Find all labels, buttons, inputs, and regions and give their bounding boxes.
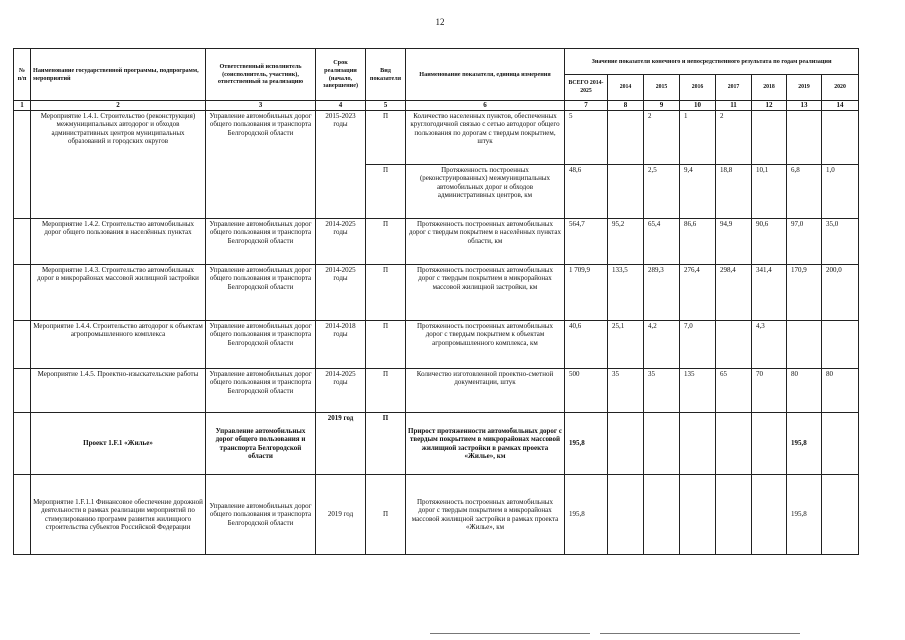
value-total: 48,6: [565, 165, 608, 219]
value-year: 6,8: [787, 165, 822, 219]
value-year: 65: [716, 369, 752, 413]
value-total: 500: [565, 369, 608, 413]
value-total: 195,8: [565, 413, 608, 475]
value-total: 195,8: [565, 475, 608, 555]
indicator-name: Количество изготовленной проектно-сметной документации, штук: [406, 369, 565, 413]
value-year: [787, 111, 822, 165]
value-year: [752, 111, 787, 165]
column-index: 2: [31, 101, 206, 111]
column-index: 4: [316, 101, 366, 111]
header-indicator-type: Вид показателя: [366, 49, 406, 101]
value-year: 65,4: [644, 219, 680, 265]
measure-name: Мероприятие 1.4.2. Строительство автомобильных дорог общего пользования в населённых пунктах: [31, 219, 206, 265]
footer-rule: [600, 633, 800, 634]
column-index: 3: [206, 101, 316, 111]
indicator-type: П: [366, 369, 406, 413]
header-year: 2014: [608, 75, 644, 101]
indicator-name: Протяженность построенных (реконструированных) межмуниципальных автомобильных дорог и обходов административных центров, км: [406, 165, 565, 219]
implementation-term: 2014-2025 годы: [316, 219, 366, 265]
row-number: [14, 475, 31, 555]
column-index: 6: [406, 101, 565, 111]
value-year: 1,0: [822, 165, 859, 219]
value-year: [608, 165, 644, 219]
header-year: 2019: [787, 75, 822, 101]
value-year: [608, 413, 644, 475]
row-number: [14, 369, 31, 413]
value-year: 95,2: [608, 219, 644, 265]
implementation-term: 2014-2018 годы: [316, 321, 366, 369]
value-year: 341,4: [752, 265, 787, 321]
value-year: [787, 321, 822, 369]
header-year: 2018: [752, 75, 787, 101]
table-row: [14, 413, 859, 475]
implementation-term: 2019 год: [316, 475, 366, 555]
value-year: 35,0: [822, 219, 859, 265]
header-year: 2020: [822, 75, 859, 101]
column-index: 14: [822, 101, 859, 111]
value-year: 94,9: [716, 219, 752, 265]
header-year: 2015: [644, 75, 680, 101]
value-total: 564,7: [565, 219, 608, 265]
header-indicator-name: Наименование показателя, единица измерения: [406, 49, 565, 101]
value-year: 4,2: [644, 321, 680, 369]
value-year: 195,8: [787, 413, 822, 475]
header-year: 2016: [680, 75, 716, 101]
table-row: [14, 111, 859, 165]
implementation-term: 2014-2025 годы: [316, 265, 366, 321]
value-year: 170,9: [787, 265, 822, 321]
implementation-term: 2015-2023 годы: [316, 111, 366, 219]
measure-name: Проект 1.F.1 «Жилье»: [31, 413, 206, 475]
table-row: [14, 475, 859, 555]
column-index: 13: [787, 101, 822, 111]
value-year: [608, 475, 644, 555]
measure-name: Мероприятие 1.4.3. Строительство автомобильных дорог в микрорайонах массовой жилищной застройки: [31, 265, 206, 321]
responsible-executor: Управление автомобильных дорог общего пользования и транспорта Белгородской области: [206, 413, 316, 475]
row-number: [14, 111, 31, 219]
value-year: [680, 413, 716, 475]
indicator-type: П: [366, 165, 406, 219]
responsible-executor: Управление автомобильных дорог общего пользования и транспорта Белгородской области: [206, 475, 316, 555]
value-year: [644, 413, 680, 475]
value-year: 80: [787, 369, 822, 413]
value-year: 86,6: [680, 219, 716, 265]
table-row: [14, 369, 859, 413]
column-index: 11: [716, 101, 752, 111]
row-number: [14, 219, 31, 265]
value-year: [716, 321, 752, 369]
value-year: 10,1: [752, 165, 787, 219]
value-year: [822, 321, 859, 369]
indicator-type: П: [366, 475, 406, 555]
indicator-type: П: [366, 321, 406, 369]
value-year: 195,8: [787, 475, 822, 555]
value-year: 97,0: [787, 219, 822, 265]
table-row: [14, 219, 859, 265]
header-year: ВСЕГО 2014-2025: [565, 75, 608, 101]
indicator-name: Количество населенных пунктов, обеспеченных круглогодичной связью с сетью автодорог общего пользования по дорогам с твердым покрытием, штук: [406, 111, 565, 165]
table-row: [14, 321, 859, 369]
value-year: 2: [716, 111, 752, 165]
value-year: [716, 475, 752, 555]
value-year: 25,1: [608, 321, 644, 369]
value-year: [680, 475, 716, 555]
value-year: 18,8: [716, 165, 752, 219]
column-index: 5: [366, 101, 406, 111]
indicator-type: П: [366, 265, 406, 321]
indicator-name: Протяженность построенных автомобильных дорог с твердым покрытием к объектам агропромышленного комплекса, км: [406, 321, 565, 369]
value-year: 9,4: [680, 165, 716, 219]
indicators-table: [13, 48, 859, 555]
indicator-name: Прирост протяженности автомобильных дорог с твердым покрытием в микрорайонах массовой жилищной застройки в рамках проекта «Жилье», км: [406, 413, 565, 475]
value-year: 80: [822, 369, 859, 413]
indicator-name: Протяженность построенных автомобильных дорог с твердым покрытием в населённых пунктах области, км: [406, 219, 565, 265]
header-term: Срок реализации (начало, завершение): [316, 49, 366, 101]
value-year: 90,6: [752, 219, 787, 265]
value-year: 2: [644, 111, 680, 165]
responsible-executor: Управление автомобильных дорог общего пользования и транспорта Белгородской области: [206, 369, 316, 413]
value-year: 2,5: [644, 165, 680, 219]
value-year: 289,3: [644, 265, 680, 321]
header-year: 2017: [716, 75, 752, 101]
column-index: 12: [752, 101, 787, 111]
value-year: 135: [680, 369, 716, 413]
value-total: 40,6: [565, 321, 608, 369]
responsible-executor: Управление автомобильных дорог общего пользования и транспорта Белгородской области: [206, 265, 316, 321]
column-index: 10: [680, 101, 716, 111]
column-index: 1: [14, 101, 31, 111]
responsible-executor: Управление автомобильных дорог общего пользования и транспорта Белгородской области: [206, 321, 316, 369]
value-year: [822, 413, 859, 475]
page-number: 12: [435, 17, 445, 27]
value-year: [608, 111, 644, 165]
indicator-type: П: [366, 219, 406, 265]
value-year: 298,4: [716, 265, 752, 321]
footer-rule: [430, 633, 590, 634]
implementation-term: 2014-2025 годы: [316, 369, 366, 413]
column-index: 9: [644, 101, 680, 111]
value-year: 70: [752, 369, 787, 413]
responsible-executor: Управление автомобильных дорог общего пользования и транспорта Белгородской области: [206, 111, 316, 219]
indicator-type: П: [366, 111, 406, 165]
header-num: № п/п: [14, 49, 31, 101]
value-total: 1 709,9: [565, 265, 608, 321]
value-year: 7,0: [680, 321, 716, 369]
table-row: [14, 265, 859, 321]
header-name: Наименование государственной программы, подпрограмм, мероприятий: [31, 49, 206, 101]
row-number: [14, 413, 31, 475]
measure-name: Мероприятие 1.F.1.1 Финансовое обеспечение дорожной деятельности в рамках реализации мероприятий по стимулированию программ развития жилищного строительства субъектов Российской Федерации: [31, 475, 206, 555]
value-year: [752, 413, 787, 475]
row-number: [14, 265, 31, 321]
indicator-name: Протяженность построенных автомобильных дорог с твердым покрытием в микрорайонах массовой жилищной застройки в рамках проекта «Жилье», км: [406, 475, 565, 555]
measure-name: Мероприятие 1.4.1. Строительство (реконструкция) межмуниципальных автодорог и обходов административных центров муниципальных образований и городских округов: [31, 111, 206, 219]
value-year: 35: [644, 369, 680, 413]
column-index: 8: [608, 101, 644, 111]
value-year: 200,0: [822, 265, 859, 321]
value-year: [822, 475, 859, 555]
value-year: [822, 111, 859, 165]
value-year: [716, 413, 752, 475]
header-responsible: Ответственный исполнитель (соисполнитель, участник), ответственный за реализацию: [206, 49, 316, 101]
value-year: 4,3: [752, 321, 787, 369]
column-index: 7: [565, 101, 608, 111]
header-values-title: Значение показателя конечного и непосредственного результата по годам реализации: [565, 49, 859, 75]
value-year: 1: [680, 111, 716, 165]
value-year: [644, 475, 680, 555]
implementation-term: 2019 год: [316, 413, 366, 475]
indicator-name: Протяженность построенных автомобильных дорог с твердым покрытием в микрорайонах массовой жилищной застройки, км: [406, 265, 565, 321]
value-year: [752, 475, 787, 555]
indicator-type: П: [366, 413, 406, 475]
row-number: [14, 321, 31, 369]
measure-name: Мероприятие 1.4.5. Проектно-изыскательские работы: [31, 369, 206, 413]
value-year: 133,5: [608, 265, 644, 321]
value-year: 35: [608, 369, 644, 413]
responsible-executor: Управление автомобильных дорог общего пользования и транспорта Белгородской области: [206, 219, 316, 265]
measure-name: Мероприятие 1.4.4. Строительство автодорог к объектам агропромышленного комплекса: [31, 321, 206, 369]
value-year: 276,4: [680, 265, 716, 321]
value-total: 5: [565, 111, 608, 165]
